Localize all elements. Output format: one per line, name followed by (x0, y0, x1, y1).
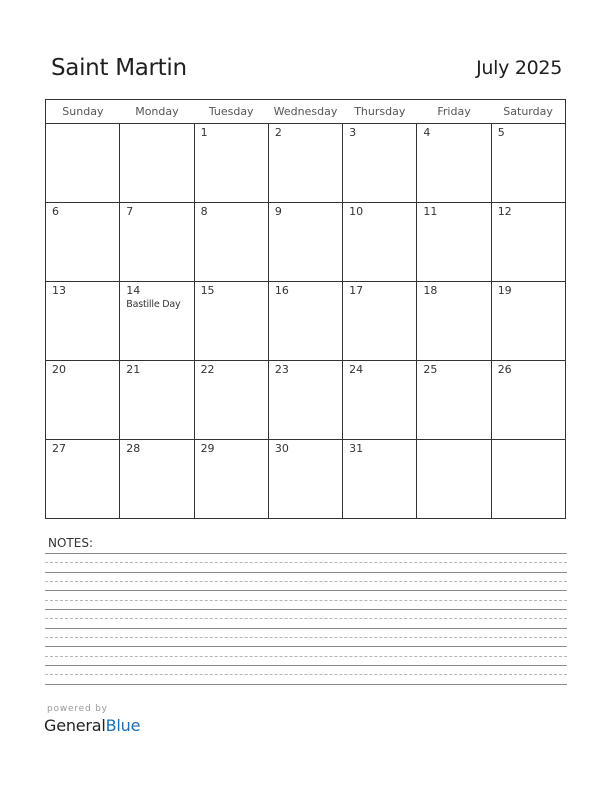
calendar-month-title: July 2025 (476, 57, 562, 79)
calendar-day-cell (268, 440, 342, 519)
calendar-day-cell (46, 282, 120, 361)
calendar-day-cell (194, 282, 268, 361)
calendar-week-row (46, 282, 566, 361)
weekday-header: Tuesday (194, 100, 268, 124)
notes-line (45, 665, 567, 666)
calendar-day-cell (120, 361, 194, 440)
day-number: 24 (349, 363, 364, 376)
calendar-day-cell (268, 361, 342, 440)
notes-line (45, 572, 567, 573)
day-number: 27 (52, 442, 66, 455)
calendar-day-cell (194, 124, 268, 203)
calendar-day-cell (491, 361, 565, 440)
calendar-week-row (46, 440, 566, 519)
calendar-day-cell (343, 282, 417, 361)
calendar-day-cell (194, 440, 268, 519)
day-number: 10 (349, 205, 364, 218)
day-number: 29 (200, 442, 215, 455)
calendar-day-cell (343, 440, 417, 519)
day-number: 22 (200, 363, 215, 376)
holiday-event-label: Bastille Day (126, 299, 181, 310)
day-number: 5 (497, 126, 505, 139)
calendar-day-cell (120, 440, 194, 519)
day-number: 1 (200, 126, 208, 139)
day-number: 8 (200, 205, 208, 218)
day-number: 19 (497, 284, 512, 297)
calendar-day-cell (417, 282, 491, 361)
day-number: 12 (497, 205, 512, 218)
day-number: 26 (497, 363, 512, 376)
day-number: 31 (349, 442, 364, 455)
calendar-day-cell (46, 203, 120, 282)
day-number: 13 (52, 284, 66, 297)
notes-line (45, 609, 567, 610)
notes-guide-line (45, 618, 567, 619)
calendar-week-row (46, 124, 566, 203)
calendar-grid (45, 99, 566, 519)
notes-line (45, 646, 567, 647)
day-number: 21 (126, 363, 141, 376)
calendar-day-cell (268, 282, 342, 361)
weekday-header: Wednesday (268, 100, 342, 124)
day-number: 17 (349, 284, 364, 297)
day-number: 25 (423, 363, 438, 376)
day-number: 28 (126, 442, 141, 455)
logo-text-blue: Blue (105, 716, 141, 735)
notes-line (45, 553, 567, 554)
day-number: 16 (274, 284, 289, 297)
notes-line (45, 628, 567, 629)
day-number: 9 (274, 205, 282, 218)
weekday-header: Sunday (46, 100, 120, 124)
calendar-day-cell (343, 203, 417, 282)
day-number: 6 (52, 205, 59, 218)
calendar-day-cell (417, 124, 491, 203)
generalblue-logo[interactable] (44, 716, 140, 735)
notes-guide-line (45, 581, 567, 582)
calendar-week-row (46, 361, 566, 440)
calendar-day-cell (46, 361, 120, 440)
calendar-empty-cell (417, 440, 491, 519)
calendar-week-row (46, 203, 566, 282)
calendar-day-cell (491, 203, 565, 282)
notes-guide-line (45, 637, 567, 638)
notes-label: NOTES: (48, 536, 93, 550)
calendar-day-cell (343, 124, 417, 203)
day-number: 3 (349, 126, 357, 139)
calendar-day-cell (194, 203, 268, 282)
weekday-header: Thursday (343, 100, 417, 124)
notes-line (45, 684, 567, 685)
calendar-empty-cell (491, 440, 565, 519)
calendar-body (46, 124, 566, 519)
calendar-empty-cell (120, 124, 194, 203)
calendar-day-cell (491, 124, 565, 203)
day-number: 20 (52, 363, 66, 376)
calendar-day-cell (268, 124, 342, 203)
calendar-day-cell (194, 361, 268, 440)
calendar-day-cell (268, 203, 342, 282)
day-number: 15 (200, 284, 215, 297)
notes-line (45, 590, 567, 591)
weekday-header: Saturday (491, 100, 565, 124)
calendar-day-cell (120, 203, 194, 282)
day-number: 4 (423, 126, 431, 139)
day-number: 18 (423, 284, 438, 297)
calendar-country-title: Saint Martin (51, 55, 187, 81)
calendar-day-cell (417, 361, 491, 440)
day-number: 11 (423, 205, 438, 218)
logo-text-general: General (44, 716, 106, 735)
day-number: 23 (274, 363, 289, 376)
weekday-header-row (46, 100, 566, 124)
notes-guide-line (45, 674, 567, 675)
calendar-empty-cell (46, 124, 120, 203)
day-number: 2 (274, 126, 282, 139)
weekday-header: Friday (417, 100, 491, 124)
day-number: 7 (126, 205, 134, 218)
notes-guide-line (45, 600, 567, 601)
calendar-day-cell (120, 282, 194, 361)
powered-by-text: powered by (47, 704, 108, 714)
calendar-day-cell (46, 440, 120, 519)
day-number: 14 (126, 284, 141, 297)
weekday-header: Monday (120, 100, 194, 124)
calendar-day-cell (491, 282, 565, 361)
notes-guide-line (45, 656, 567, 657)
notes-guide-line (45, 562, 567, 563)
day-number: 30 (274, 442, 289, 455)
calendar-day-cell (343, 361, 417, 440)
calendar-day-cell (417, 203, 491, 282)
